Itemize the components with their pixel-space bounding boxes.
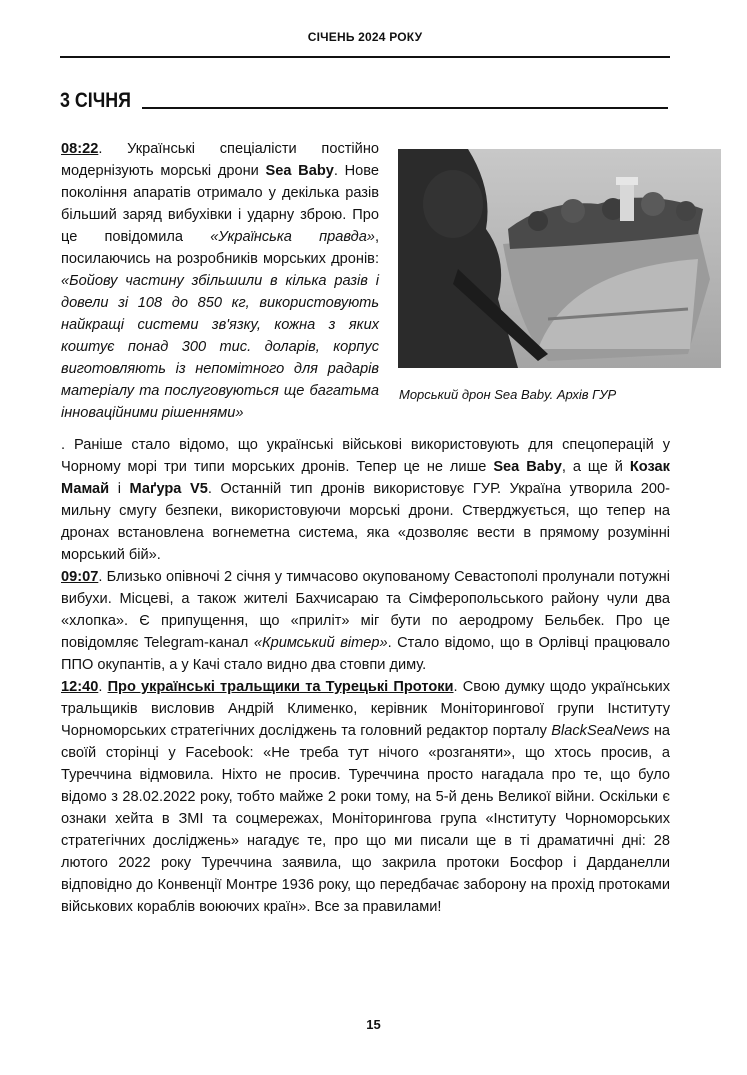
- entry-bold: Sea Baby: [265, 163, 334, 179]
- entry-text: . Близько опівночі 2 січня у тимчасово окупованому Севастополі пролунали потужні вибухи. Місцеві, а також жителі Бахчисараю та Сімферопольського району чули два «хлопка». Є припущення, що «приліт» міг бути по аеродрому Бельбек. Про це повідомляє Telegram-канал: [61, 569, 670, 651]
- photo-caption: Морський дрон Sea Baby. Архів ГУР: [399, 387, 617, 402]
- entry-text: .: [98, 679, 108, 695]
- sea-drone-image: [398, 149, 721, 368]
- entry-0822-wrap: [61, 138, 379, 424]
- entry-italic: «Кримський вітер»: [253, 635, 388, 651]
- section-title: [60, 90, 668, 112]
- page-number: 15: [366, 1017, 381, 1032]
- entry-bold: Козак Мамай: [61, 459, 670, 497]
- entry-text: . Свою думку щодо українських тральщиків висловив Андрій Клименко, керівник Моніторингової групи Інституту Чорноморських стратегічних досліджень та головний редактор порталу: [61, 679, 671, 739]
- running-head: СІЧЕНЬ 2024 РОКУ: [307, 30, 423, 44]
- entry-1240: [61, 676, 670, 918]
- entry-italic: BlackSeaNews: [551, 723, 650, 739]
- entry-text: , а ще й: [561, 459, 630, 475]
- entry-time: 08:22: [61, 141, 99, 157]
- entry-text: і: [109, 481, 130, 497]
- section-date-heading: 3 СІЧНЯ: [60, 89, 132, 112]
- entry-headline: Про українські тральщики та Турецькі Протоки: [107, 679, 454, 695]
- entry-text: . Останній тип дронів використовує ГУР. Україна утворила 200-мильну смугу безпеки, використовуючи морські дрони. Стверджується, що тепер на дронах встановлена вогнеметна система, яка «дозволяє вести в прямому розумінні морський бій».: [61, 481, 670, 563]
- entry-0822-continued: [61, 434, 670, 918]
- entry-0907: [61, 566, 670, 676]
- entry-bold: Sea Baby: [493, 459, 562, 475]
- entry-0822-part-b: [61, 434, 670, 566]
- entry-text: . Українські спеціалісти постійно модернізують морські дрони: [61, 141, 379, 179]
- entry-text: . Раніше стало відомо, що українські військові використовують для спецоперацій у Чорному морі три типи морських дронів. Тепер це не лише: [61, 437, 670, 475]
- header-rule: [60, 56, 670, 58]
- entry-italic: «Українська правда»: [210, 229, 375, 245]
- entry-text: , посилаючись на розробників морських дронів:: [61, 229, 379, 267]
- entry-text: . Стало відомо, що в Орлівці працювало ППО окупантів, а у Качі стало видно два стовпи диму.: [61, 635, 671, 673]
- entry-text: на своїй сторінці у Facebook: «Не треба тут нічого «розганяти», що хтось просив, а Туреччина відмовила. Ніхто не просив. Туреччина просто нагадала про те, що було відомо з 28.02.2022 року, тобто майже 2 роки тому, на 5-й день Великої війни. Оскільки є ознаки хейта в ЗМІ та соцмережах, Моніторингова група «Інституту Чорноморських стратегічних досліджень» нагадує те, про що ми писали ще в ті драматичні дні: 28 лютого 2022 року Туреччина заявила, що закрила протоки Босфор і Дарданелли відповідно до Конвенції Монтре 1936 року, що передбачає заборону на прохід протоками військових кораблів воюючих країн». Все за правилами!: [61, 723, 671, 915]
- entry-quote: «Бойову частину збільшили в кілька разів і довели зі 108 до 850 кг, використовують найкращі системи зв'язку, кожна з яких коштує понад 300 тис. доларів, корпус виготовляють із непомітного для радарів матеріалу та послуговуються ще багатьма інноваційними рішеннями»: [61, 273, 379, 421]
- entry-bold: Маґура V5: [129, 481, 208, 497]
- section-rule: [142, 107, 668, 109]
- entry-0822-part-a: [61, 138, 379, 424]
- entry-time: 09:07: [61, 569, 99, 585]
- sea-drone-photo: [398, 149, 721, 368]
- entry-text: . Нове покоління апаратів отримало у декілька разів більший заряд вибухівки і ударну зброю. Про це повідомила: [61, 163, 379, 245]
- entry-time: 12:40: [61, 679, 99, 695]
